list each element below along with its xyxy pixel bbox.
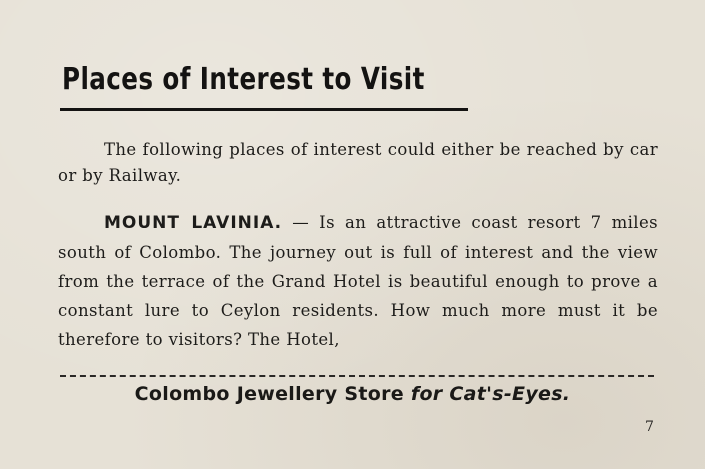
em-dash: — [282, 213, 320, 232]
footer-tagline: for Cat's-Eyes. [410, 383, 571, 405]
place-name: MOUNT LAVINIA. [104, 213, 283, 233]
intro-paragraph [58, 137, 658, 189]
footer-store-name: Colombo Jewellery Store [134, 383, 411, 405]
mount-lavinia-paragraph [58, 208, 658, 354]
page-heading: Places of Interest to Visit [62, 62, 425, 97]
intro-text: The following places of interest could either be reached by car or by Railway. [58, 140, 658, 185]
place-description: Is an attractive coast resort 7 miles south of Colombo. The journey out is full of interest and the view from the terrace of the Grand Hotel is beautiful enough to prove a constant lure to Ceylon residents. How much more must it be therefore to visitors? The Hotel, [58, 213, 659, 349]
heading-underline [60, 108, 468, 111]
footer-advert [0, 383, 705, 405]
page-number: 7 [645, 419, 654, 435]
footer-divider [60, 375, 654, 377]
